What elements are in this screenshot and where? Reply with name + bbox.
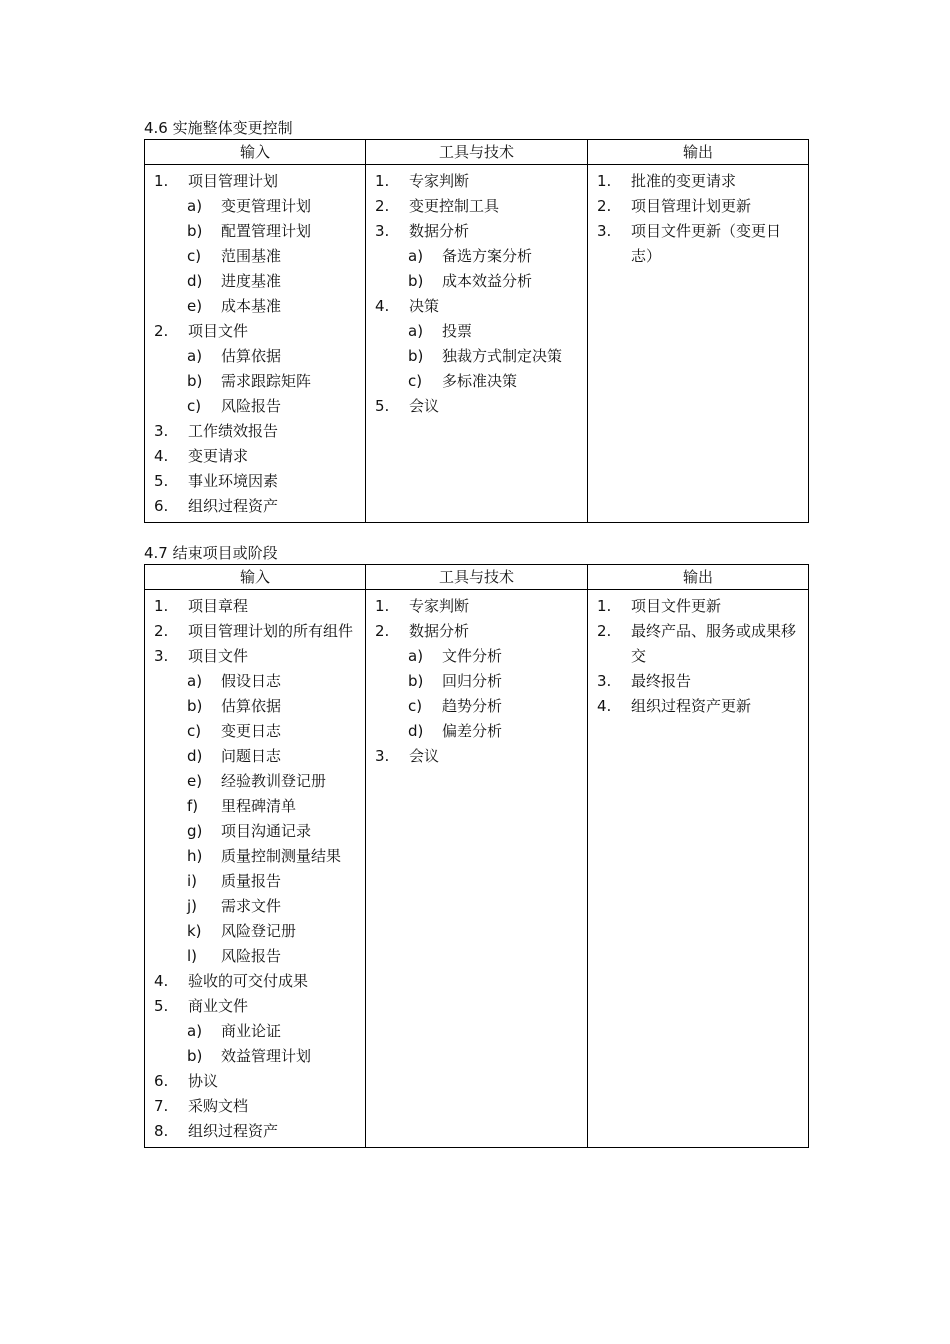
list-item-text: 质量报告: [221, 872, 282, 890]
list-item-text: 组织过程资产: [188, 1122, 279, 1140]
list-item: [366, 694, 587, 719]
list-item-text: 里程碑清单: [221, 797, 297, 815]
list-item-text: 采购文档: [188, 1097, 249, 1115]
header-outputs: 输出: [588, 140, 809, 165]
list-item: [145, 1019, 365, 1044]
list-item: [366, 219, 587, 244]
list-item-text: 项目文件: [188, 647, 249, 665]
list-item-number: b): [187, 1047, 203, 1065]
list-item-number: 8.: [154, 1122, 169, 1140]
list-item: [366, 669, 587, 694]
list-item: [145, 669, 365, 694]
list-item-text: 项目沟通记录: [221, 822, 312, 840]
list-item-text: 数据分析: [409, 622, 470, 640]
list-item-number: d): [408, 722, 424, 740]
list-item: [145, 619, 365, 644]
list-item-text: 变更管理计划: [221, 197, 312, 215]
process-table: [144, 564, 809, 1148]
list-item-number: f): [187, 797, 199, 815]
list-item: [145, 369, 365, 394]
list-item-number: a): [408, 322, 424, 340]
outputs-cell: [588, 165, 809, 523]
list-item-number: a): [408, 247, 424, 265]
list-item-number: a): [187, 197, 203, 215]
list-item-text: 独裁方式制定决策: [442, 347, 563, 365]
list-item-number: 6.: [154, 497, 169, 515]
section-4-7: [144, 542, 807, 1148]
list-item-text: 最终报告: [631, 672, 692, 690]
list-item-number: c): [187, 722, 202, 740]
list-item-text: 趋势分析: [442, 697, 503, 715]
list-item-number: i): [187, 872, 198, 890]
list-item-text: 决策: [409, 297, 440, 315]
list-item-number: 2.: [375, 197, 390, 215]
list-item-text: 配置管理计划: [221, 222, 312, 240]
list-item-text: 项目文件更新（变更日志）: [631, 222, 782, 265]
list-item-number: b): [408, 272, 424, 290]
list-item-number: e): [187, 297, 203, 315]
list-item-text: 风险登记册: [221, 922, 297, 940]
list-item: [145, 194, 365, 219]
list-item-number: 4.: [154, 447, 169, 465]
list-item-number: 1.: [597, 597, 612, 615]
header-inputs: 输入: [145, 565, 366, 590]
list-item: [588, 619, 808, 669]
list-item: [145, 919, 365, 944]
list-item-text: 批准的变更请求: [631, 172, 737, 190]
list-item-text: 多标准决策: [442, 372, 518, 390]
list-item-text: 风险报告: [221, 397, 282, 415]
list-item-number: c): [408, 697, 423, 715]
list-item-text: 数据分析: [409, 222, 470, 240]
list-item-number: a): [187, 347, 203, 365]
list-item-number: a): [408, 647, 424, 665]
list-item-number: 3.: [375, 747, 390, 765]
list-item-text: 问题日志: [221, 747, 282, 765]
list-item: [366, 344, 587, 369]
list-item: [145, 319, 365, 344]
list-item-text: 投票: [442, 322, 473, 340]
outputs-cell: [588, 590, 809, 1148]
inputs-cell: [145, 165, 366, 523]
list-item: [145, 294, 365, 319]
list-item: [145, 719, 365, 744]
list-item: [145, 269, 365, 294]
list-item-number: k): [187, 922, 202, 940]
list-item-number: e): [187, 772, 203, 790]
list-item-text: 协议: [188, 1072, 219, 1090]
list-item: [145, 469, 365, 494]
list-item: [588, 669, 808, 694]
list-item-text: 事业环境因素: [188, 472, 279, 490]
list-item-text: 需求跟踪矩阵: [221, 372, 312, 390]
list-item-text: 假设日志: [221, 672, 282, 690]
list-item-number: c): [187, 397, 202, 415]
list-item-text: 偏差分析: [442, 722, 503, 740]
list-item: [366, 369, 587, 394]
list-item: [145, 419, 365, 444]
list-item: [366, 294, 587, 319]
list-item: [588, 694, 808, 719]
list-item-number: d): [187, 747, 203, 765]
list-item: [588, 169, 808, 194]
list-item-number: 4.: [154, 972, 169, 990]
list-item-number: 3.: [597, 222, 612, 240]
list-item: [366, 244, 587, 269]
list-item-text: 验收的可交付成果: [188, 972, 309, 990]
list-item-text: 项目章程: [188, 597, 249, 615]
list-item-number: 2.: [154, 322, 169, 340]
list-item-text: 商业文件: [188, 997, 249, 1015]
list-item: [366, 744, 587, 769]
list-item-number: 2.: [597, 622, 612, 640]
list-item-number: 2.: [597, 197, 612, 215]
list-item-number: 6.: [154, 1072, 169, 1090]
list-item-text: 组织过程资产: [188, 497, 279, 515]
list-item: [588, 594, 808, 619]
section-title: 4.6 实施整体变更控制: [144, 119, 293, 137]
section-4-6: [144, 117, 807, 523]
list-item-text: 需求文件: [221, 897, 282, 915]
list-item-number: h): [187, 847, 203, 865]
list-item-number: 1.: [597, 172, 612, 190]
list-item-text: 项目文件: [188, 322, 249, 340]
header-outputs: 输出: [588, 565, 809, 590]
list-item-number: 3.: [375, 222, 390, 240]
list-item-number: 1.: [375, 172, 390, 190]
list-item: [145, 969, 365, 994]
list-item-text: 变更日志: [221, 722, 282, 740]
header-tools: 工具与技术: [366, 565, 588, 590]
list-item-number: b): [187, 697, 203, 715]
list-item-number: 2.: [154, 622, 169, 640]
list-item: [145, 819, 365, 844]
list-item: [145, 1069, 365, 1094]
list-item-text: 质量控制测量结果: [221, 847, 342, 865]
list-item-number: a): [187, 1022, 203, 1040]
list-item: [145, 869, 365, 894]
header-inputs: 输入: [145, 140, 366, 165]
list-item-text: 变更控制工具: [409, 197, 500, 215]
list-item: [366, 394, 587, 419]
list-item-text: 项目管理计划的所有组件: [188, 622, 354, 640]
list-item: [145, 744, 365, 769]
list-item-text: 备选方案分析: [442, 247, 533, 265]
list-item-text: 项目管理计划更新: [631, 197, 752, 215]
list-item: [145, 444, 365, 469]
list-item: [366, 194, 587, 219]
list-item: [145, 244, 365, 269]
list-item: [145, 344, 365, 369]
list-item-number: b): [187, 372, 203, 390]
list-item-text: 成本效益分析: [442, 272, 533, 290]
list-item: [145, 794, 365, 819]
list-item-text: 专家判断: [409, 172, 470, 190]
list-item: [145, 169, 365, 194]
list-item-text: 估算依据: [221, 697, 282, 715]
list-item: [588, 194, 808, 219]
list-item: [145, 769, 365, 794]
tools-cell: [366, 590, 588, 1148]
list-item-number: 2.: [375, 622, 390, 640]
list-item-text: 最终产品、服务或成果移交: [631, 622, 797, 665]
list-item: [366, 719, 587, 744]
list-item-number: a): [187, 672, 203, 690]
list-item-text: 进度基准: [221, 272, 282, 290]
list-item: [145, 219, 365, 244]
list-item-text: 项目文件更新: [631, 597, 722, 615]
list-item-number: 7.: [154, 1097, 169, 1115]
list-item-text: 组织过程资产更新: [631, 697, 752, 715]
list-item: [145, 1119, 365, 1144]
list-item: [366, 269, 587, 294]
list-item: [145, 594, 365, 619]
list-item-text: 商业论证: [221, 1022, 282, 1040]
list-item: [145, 494, 365, 519]
list-item-number: c): [408, 372, 423, 390]
list-item: [145, 944, 365, 969]
list-item-text: 会议: [409, 747, 440, 765]
list-item-number: 5.: [154, 997, 169, 1015]
list-item-number: b): [187, 222, 203, 240]
list-item-number: 3.: [154, 422, 169, 440]
list-item: [366, 619, 587, 644]
list-item: [366, 594, 587, 619]
list-item-text: 范围基准: [221, 247, 282, 265]
list-item-number: l): [187, 947, 198, 965]
list-item-text: 变更请求: [188, 447, 249, 465]
list-item-text: 效益管理计划: [221, 1047, 312, 1065]
list-item: [145, 644, 365, 669]
list-item-number: 1.: [375, 597, 390, 615]
list-item: [145, 1094, 365, 1119]
list-item-number: 1.: [154, 172, 169, 190]
list-item-text: 专家判断: [409, 597, 470, 615]
list-item-text: 风险报告: [221, 947, 282, 965]
inputs-cell: [145, 590, 366, 1148]
list-item: [145, 844, 365, 869]
list-item-text: 文件分析: [442, 647, 503, 665]
list-item: [145, 1044, 365, 1069]
list-item-number: d): [187, 272, 203, 290]
list-item-text: 经验教训登记册: [221, 772, 327, 790]
list-item-text: 成本基准: [221, 297, 282, 315]
list-item: [145, 994, 365, 1019]
list-item-number: 1.: [154, 597, 169, 615]
list-item-number: g): [187, 822, 203, 840]
list-item-number: b): [408, 347, 424, 365]
list-item-number: 3.: [597, 672, 612, 690]
list-item-number: 3.: [154, 647, 169, 665]
list-item-number: j): [187, 897, 198, 915]
list-item-number: b): [408, 672, 424, 690]
list-item: [366, 319, 587, 344]
list-item: [366, 169, 587, 194]
header-tools: 工具与技术: [366, 140, 588, 165]
list-item-number: 4.: [597, 697, 612, 715]
list-item: [366, 644, 587, 669]
list-item-number: 5.: [154, 472, 169, 490]
list-item-text: 项目管理计划: [188, 172, 279, 190]
list-item: [145, 894, 365, 919]
list-item-text: 回归分析: [442, 672, 503, 690]
list-item-number: 5.: [375, 397, 390, 415]
list-item-number: 4.: [375, 297, 390, 315]
list-item-text: 估算依据: [221, 347, 282, 365]
list-item: [588, 219, 808, 269]
process-table: [144, 139, 809, 523]
list-item: [145, 394, 365, 419]
tools-cell: [366, 165, 588, 523]
list-item-text: 工作绩效报告: [188, 422, 279, 440]
section-title: 4.7 结束项目或阶段: [144, 544, 278, 562]
list-item-number: c): [187, 247, 202, 265]
list-item-text: 会议: [409, 397, 440, 415]
list-item: [145, 694, 365, 719]
